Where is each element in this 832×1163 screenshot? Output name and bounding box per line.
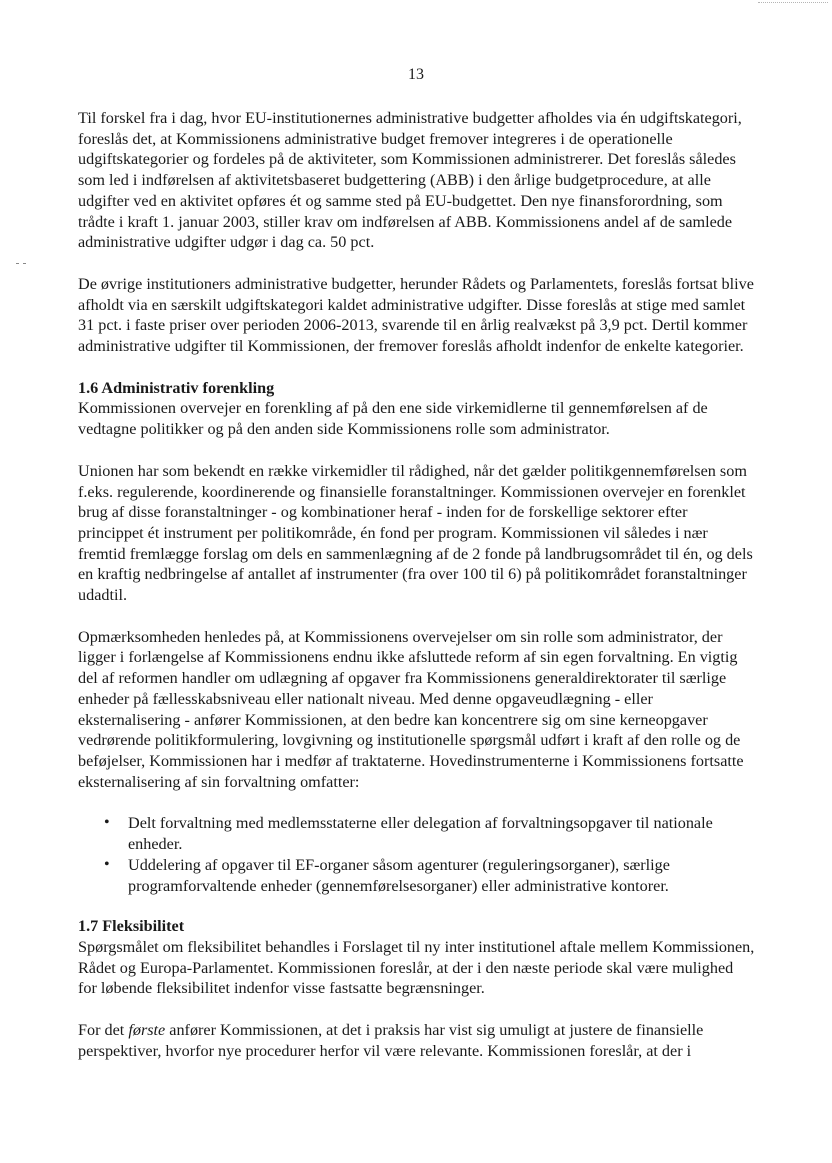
scan-artifact xyxy=(758,2,828,7)
section-heading: 1.6 Administrativ forenkling xyxy=(78,378,275,397)
document-body xyxy=(78,108,756,1082)
list-item-text: Delt forvaltning med medlemsstaterne eller delegation af forvaltningsopgaver til nationale enheder. xyxy=(128,814,713,854)
margin-mark xyxy=(16,262,30,266)
paragraph: De øvrige institutioners administrative budgetter, herunder Rådets og Parlamentets, foreslås fortsat blive afholdt via en særskilt udgiftskategori kaldet administrative udgifter. Disse foreslås at stige med samlet 31 pct. i faste priser over perioden 2006-2013, svarende til en årlig realvækst på 3,9 pct. Dertil kommer administrative udgifter til Kommissionen, der fremover foreslås afholdt indenfor de enkelte kategorier. xyxy=(78,274,754,356)
emphasis-text: første xyxy=(128,1021,166,1040)
bullet-icon: • xyxy=(104,855,110,873)
bullet-list xyxy=(78,813,756,896)
bullet-icon: • xyxy=(104,814,110,832)
paragraph: Unionen har som bekendt en række virkemidler til rådighed, når det gælder politikgennemførelsen som f.eks. regulerende, koordinerende og finansielle foranstaltninger. Kommissionen overvejer en forenklet brug af disse foranstaltninger - og kombinationer heraf - inden for de forskellige sektorer efter princippet ét instrument per politikområde, én fond per program. Kommissionen vil således i nær fremtid fremlægge forslag om dels en sammenlægning af de 2 fonde på landbrugsområdet til én, og dels en kraftig nedbringelse af antallet af instrumenter (fra over 100 til 6) på politikområdet foranstaltninger udadtil. xyxy=(78,461,753,605)
paragraph: Opmærksomheden henledes på, at Kommissionens overvejelser om sin rolle som administrator, der ligger i forlængelse af Kommissionens endnu ikke afsluttede reform af sin egen forvaltning. En vigtig del af reformen handler om udlægning af opgaver fra Kommissionens generaldirektorater til særlige enheder på fællesskabsniveau eller nationalt niveau. Med denne opgaveudlægning - eller eksternalisering - anfører Kommissionen, at den bedre kan koncentrere sig om sine kerneopgaver vedrørende politikformulering, lovgivning og institutionelle spørgsmål udført i kraft af den rolle og de beføjelser, Kommissionen har i medfør af traktaterne. Hovedinstrumenterne i Kommissionens fortsatte eksternalisering af sin forvaltning omfatter: xyxy=(78,627,744,791)
section-heading: 1.7 Fleksibilitet xyxy=(78,917,185,936)
list-item-text: Uddelering af opgaver til EF-organer såsom agenturer (reguleringsorganer), særlige programforvaltende enheder (gennemførelsesorganer) eller administrative kontorer. xyxy=(128,855,670,895)
paragraph: Kommissionen overvejer en forenkling af på den ene side virkemidlerne til gennemførelsen af de vedtagne politikker og på den anden side Kommissionens rolle som administrator. xyxy=(78,399,708,439)
paragraph-text: For det xyxy=(78,1021,129,1040)
paragraph xyxy=(78,1020,756,1061)
page-number: 13 xyxy=(408,66,424,83)
list-item xyxy=(104,855,756,896)
paragraph-text: anfører Kommissionen, at det i praksis har vist sig umuligt at justere de finansielle perspektiver, hvorfor nye procedurer herfor vil være relevante. Kommissionen foreslår, at der i xyxy=(78,1021,704,1060)
paragraph: Spørgsmålet om fleksibilitet behandles i Forslaget til ny inter institutionel aftale mellem Kommissionen, Rådet og Europa-Parlamentet. Kommissionen foreslår, at der i den næste periode skal være mulighed for løbende fleksibilitet indenfor visse fastsatte begrænsninger. xyxy=(78,937,755,998)
paragraph: Til forskel fra i dag, hvor EU-institutionernes administrative budgetter afholdes via én udgiftskategori, foreslås det, at Kommissionens administrative budget fremover integreres i de operationelle udgiftskategorier og fordeles på de aktiviteter, som Kommissionen administrerer. Det foreslås således som led i indførelsen af aktivitetsbaseret budgettering (ABB) i den årlige budgetprocedure, at alle udgifter ved en aktivitet opføres ét og samme sted på EU-budgettet. Den nye finansforordning, som trådte i kraft 1. januar 2003, stiller krav om indførelsen af ABB. Kommissionens andel af de samlede administrative udgifter udgør i dag ca. 50 pct. xyxy=(78,109,742,252)
list-item xyxy=(104,813,756,854)
